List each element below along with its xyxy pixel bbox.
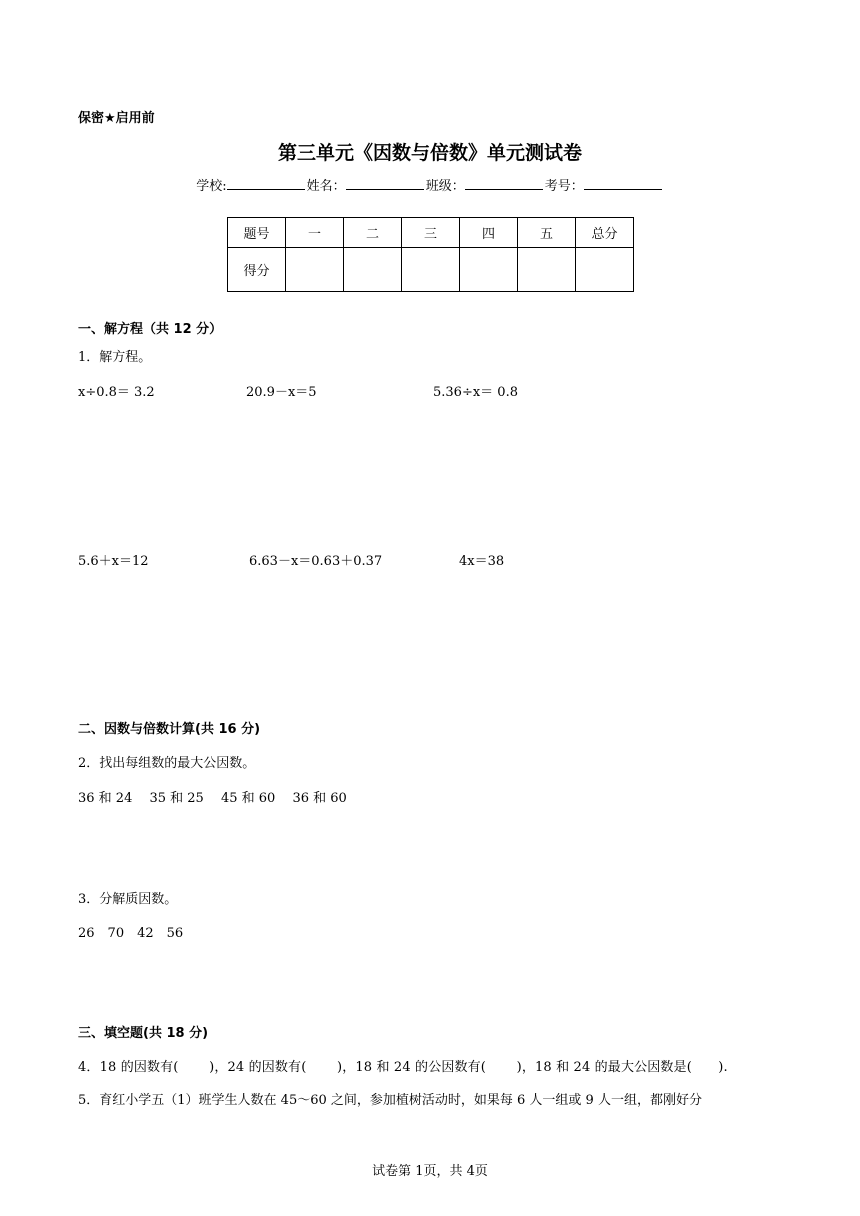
exam-no-label: 考号： (544, 179, 584, 194)
exam-no-blank[interactable] (584, 177, 662, 190)
score-table-row-label: 得分 (228, 248, 286, 292)
score-table-score-row (228, 248, 634, 292)
score-cell[interactable] (286, 248, 344, 292)
page-title: 第三单元《因数与倍数》单元测试卷 (277, 142, 582, 164)
score-table-col: 三 (402, 218, 460, 248)
name-blank[interactable] (346, 177, 424, 190)
school-blank[interactable] (227, 177, 305, 190)
equation: 5.6＋x＝12 (78, 554, 149, 569)
equation: 20.9－x＝5 (246, 385, 317, 400)
class-blank[interactable] (465, 177, 543, 190)
section2-heading: 二、因数与倍数计算(共 16 分) (78, 722, 261, 737)
question-4: 4．18 的因数有( )，24 的因数有( )，18 和 24 的公因数有( )，18 和 24 的最大公因数是( ). (78, 1060, 728, 1075)
section1-heading: 一、解方程（共 12 分） (78, 322, 223, 337)
question-5: 5．育红小学五（1）班学生人数在 45～60 之间，参加植树活动时，如果每 6 人一组或 9 人一组，都刚好分 (78, 1093, 702, 1108)
score-table-header-row (228, 218, 634, 248)
score-cell[interactable] (460, 248, 518, 292)
score-cell[interactable] (518, 248, 576, 292)
page-footer: 试卷第 1页，共 4页 (372, 1164, 488, 1179)
name-label: 姓名： (306, 179, 346, 194)
score-table-col: 四 (460, 218, 518, 248)
score-table-col: 二 (344, 218, 402, 248)
score-table-col: 一 (286, 218, 344, 248)
question-1: 1．解方程。 (78, 350, 152, 365)
equation: 4x＝38 (459, 554, 505, 569)
student-info-line (0, 175, 860, 194)
question-3: 3．分解质因数。 (78, 892, 178, 907)
equation: x÷0.8＝ 3.2 (78, 385, 155, 400)
score-table-col: 总分 (576, 218, 634, 248)
score-table (227, 217, 634, 292)
school-label: 学校: (196, 179, 227, 194)
score-cell[interactable] (576, 248, 634, 292)
score-cell[interactable] (402, 248, 460, 292)
equation: 6.63－x＝0.63＋0.37 (249, 554, 383, 569)
class-label: 班级： (425, 179, 465, 194)
question-3-numbers: 26 70 42 56 (78, 926, 184, 941)
question-2-groups: 36 和 24 35 和 25 45 和 60 36 和 60 (78, 791, 347, 806)
score-table-col: 五 (518, 218, 576, 248)
confidential-label: 保密★启用前 (78, 111, 155, 126)
score-table-row-label: 题号 (228, 218, 286, 248)
score-cell[interactable] (344, 248, 402, 292)
section3-heading: 三、填空题(共 18 分) (78, 1026, 209, 1041)
equation: 5.36÷x＝ 0.8 (433, 385, 518, 400)
question-2: 2．找出每组数的最大公因数。 (78, 756, 256, 771)
